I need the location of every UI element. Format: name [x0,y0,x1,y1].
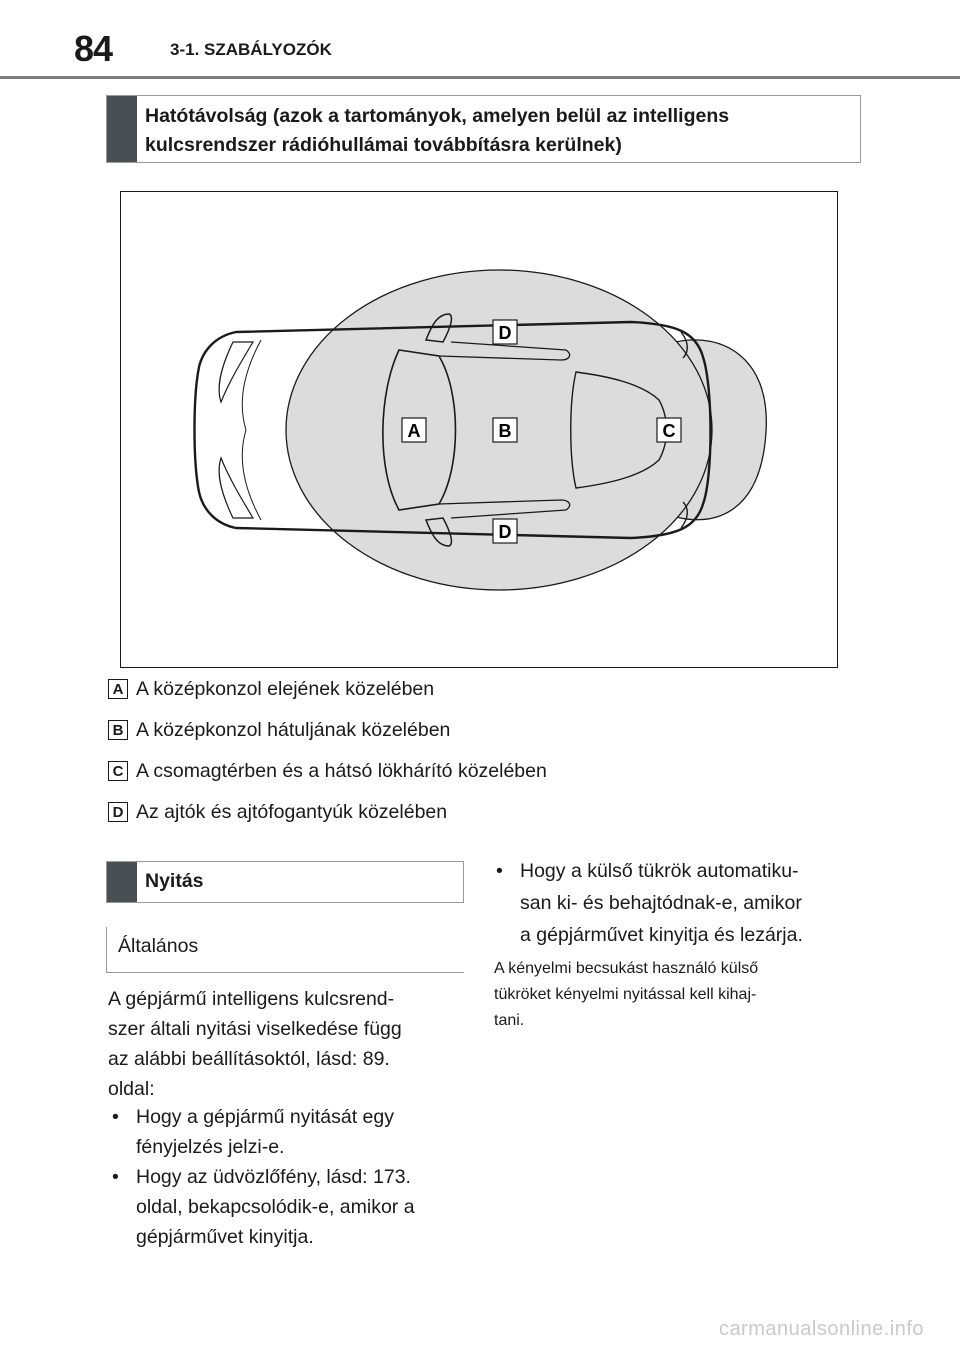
note-line: tükröket kényelmi nyitással kell kihaj- [494,986,757,1003]
bullet-flash-signal [108,1102,468,1162]
label-a [402,418,426,442]
range-title-line2: kulcsrendszer rádióhullámai továbbításra kerülnek) [145,134,622,156]
label-c [657,418,681,442]
subheading-left-rule [106,927,107,973]
note-line: tani. [494,1012,525,1029]
headlight-left [219,342,253,402]
legend-text: Az ajtók és ajtófogantyúk közelében [136,801,448,823]
legend-item-a [108,677,434,701]
svg-text:B: B [498,421,512,441]
legend-item-d [108,800,447,824]
bullet-mirrors [492,855,862,951]
watermark: carmanualsonline.info [718,1318,924,1340]
hood-line-left [242,340,261,430]
para-line: A gépjármű intelligens kulcsrend- [108,988,395,1010]
bullet-line: fényjelzés jelzi-e. [136,1136,285,1158]
range-section-heading [106,95,861,163]
bullet-welcome-light [108,1162,468,1252]
bullet-line: oldal, bekapcsolódik-e, amikor a [136,1196,415,1218]
bullet-line: Hogy a gépjármű nyitását egy [136,1106,394,1128]
opening-section-title: Nyitás [145,870,204,892]
svg-text:A: A [407,421,421,441]
legend-key: A [108,679,128,699]
general-subheading [106,927,464,973]
general-subheading-text: Általános [118,935,199,957]
headlight-right [219,458,253,518]
opening-paragraph [108,984,468,1104]
range-section-title [145,102,850,160]
bullet-line: a gépjárművet kinyitja és lezárja. [520,924,803,946]
label-d-top [493,320,517,344]
bullet-line: Hogy a külső tükrök automatiku- [520,860,799,882]
subheading-bottom-rule [106,972,464,973]
heading-bar [107,862,137,902]
legend-key: D [108,802,128,822]
para-line: oldal: [108,1078,155,1100]
legend-text: A középkonzol hátuljának közelében [136,719,451,741]
bullet-dot: • [112,1106,119,1128]
car-range-illustration [121,192,836,666]
para-line: szer általi nyitási viselkedése függ [108,1018,402,1040]
legend-text: A középkonzol elejének közelében [136,678,435,700]
label-b [493,418,517,442]
svg-text:D: D [498,522,512,542]
legend-text: A csomagtérben és a hátsó lökhárító közelében [136,760,547,782]
legend-item-c [108,759,547,783]
range-diagram [120,191,838,668]
bullet-line: gépjárművet kinyitja. [136,1226,314,1248]
legend-item-b [108,718,450,742]
label-d-bottom [493,519,517,543]
svg-text:C: C [662,421,676,441]
bullet-line: san ki- és behajtódnak-e, amikor [520,892,802,914]
bullet-dot: • [496,860,503,882]
note-line: A kényelmi becsukást használó külső [494,960,759,977]
legend-key: B [108,720,128,740]
page-number: 84 [74,28,113,69]
bullet-line: Hogy az üdvözlőfény, lásd: 173. [136,1166,411,1188]
range-title-line1: Hatótávolság (azok a tartományok, amelyen belül az intelligens [145,105,730,127]
hood-line-right [242,430,261,520]
header-divider [0,76,960,79]
para-line: az alábbi beállításoktól, lásd: 89. [108,1048,390,1070]
heading-bar [107,96,137,162]
chapter-title: 3-1. SZABÁLYOZÓK [170,40,332,59]
legend-key: C [108,761,128,781]
bullet-dot: • [112,1166,119,1188]
mirror-note [494,956,864,1034]
svg-text:D: D [498,323,512,343]
opening-section-heading [106,861,464,903]
